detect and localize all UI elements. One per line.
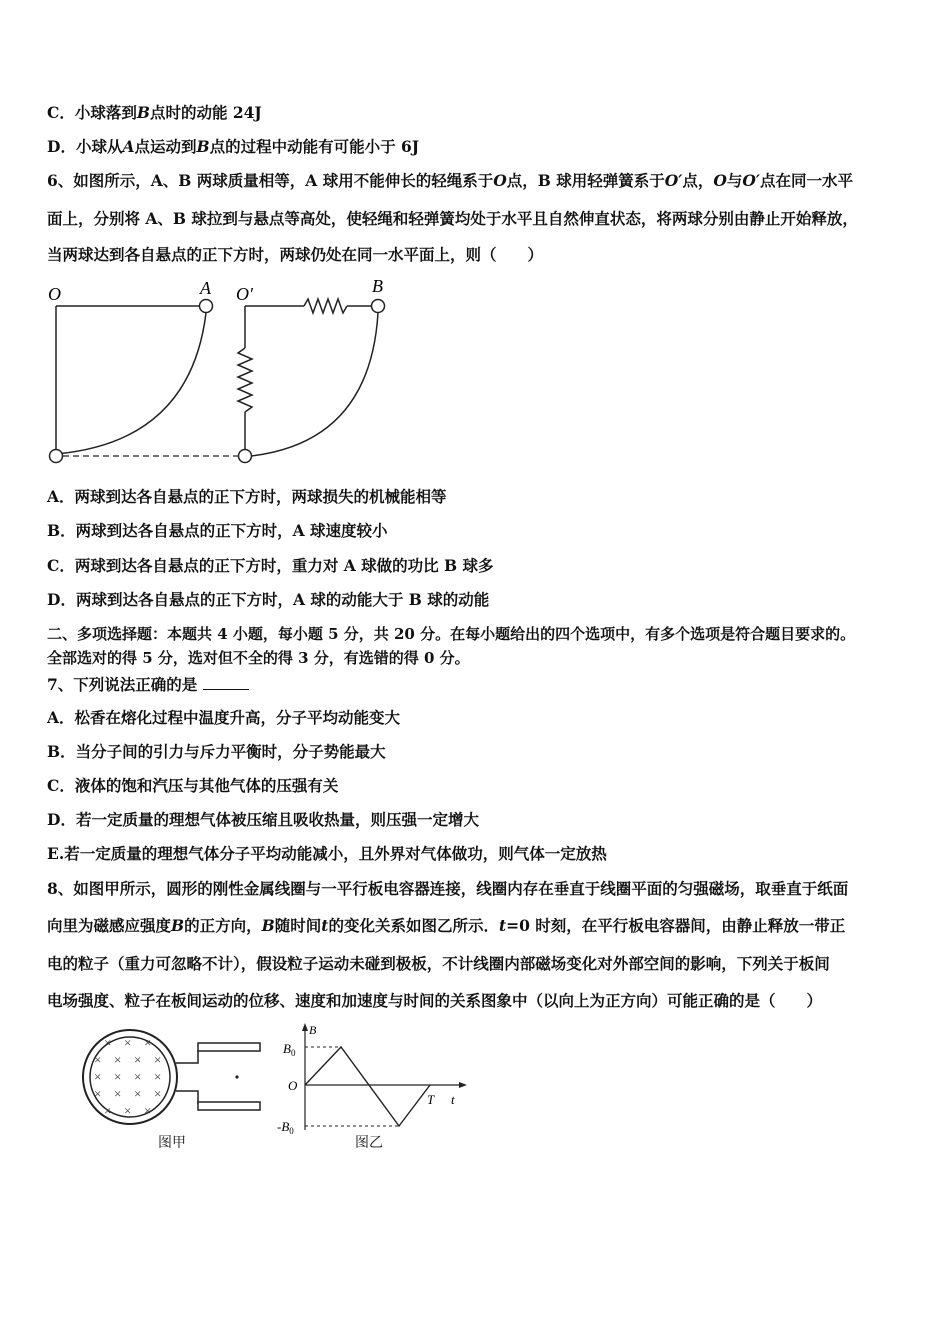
q8-stem-line4: 电场强度、粒子在板间运动的位移、速度和加速度与时间的关系图象中（以向上为正方向）可能正确的是（ ） xyxy=(47,991,823,1010)
field-cross: × xyxy=(134,1069,142,1084)
field-cross: × xyxy=(124,1035,132,1050)
axis-label-t: t xyxy=(451,1092,455,1107)
q6-stem-line1: 6、如图所示，A、B 两球质量相等，A 球用不能伸长的轻绳系于O点，B 球用轻弹簧系于O′点，O与O′点在同一水平 xyxy=(47,171,853,190)
field-cross: × xyxy=(114,1069,122,1084)
q8-stem-line1: 8、如图甲所示，圆形的刚性金属线圈与一平行板电容器连接，线圈内存在垂直于线圈平面的匀强磁场，取垂直于纸面 xyxy=(47,879,849,898)
ball-a-path xyxy=(56,313,206,454)
field-cross: × xyxy=(134,1052,142,1067)
spring-horizontal xyxy=(304,299,347,313)
field-cross: × xyxy=(124,1103,132,1118)
q7-option-e: E.若一定质量的理想气体分子平均动能减小，且外界对气体做功，则气体一定放热 xyxy=(47,844,607,863)
field-cross: × xyxy=(134,1086,142,1101)
field-cross: × xyxy=(94,1069,102,1084)
label-a: A xyxy=(200,278,211,298)
q5-option-d: D．小球从A点运动到B点的过程中动能有可能小于 6J xyxy=(47,137,420,156)
q6-stem-line3: 当两球达到各自悬点的正下方时，两球仍处在同一水平面上，则（ ） xyxy=(47,245,544,264)
label-b: B xyxy=(372,276,383,296)
ball-a-bottom xyxy=(50,450,63,463)
field-cross: × xyxy=(94,1052,102,1067)
q5-option-c: C．小球落到B点时的动能 24J xyxy=(47,103,262,122)
q7-option-b: B．当分子间的引力与斥力平衡时，分子势能最大 xyxy=(47,742,386,761)
tick-t-period: T xyxy=(427,1092,435,1107)
section2-header-line1: 二、多项选择题：本题共 4 小题，每小题 5 分，共 20 分。在每小题给出的四个选项中，有多个选项是符合题目要求的。 xyxy=(47,625,856,643)
field-cross: × xyxy=(104,1035,112,1050)
field-cross: × xyxy=(144,1103,152,1118)
q6-option-b: B．两球到达各自悬点的正下方时，A 球速度较小 xyxy=(47,521,388,540)
q8-stem-line3: 电的粒子（重力可忽略不计），假设粒子运动未碰到极板，不计线圈内部磁场变化对外部空间的影响，下列关于板间 xyxy=(47,954,830,973)
field-cross: × xyxy=(114,1052,122,1067)
q8-figure-jia xyxy=(80,1025,280,1139)
ball-a-start xyxy=(200,300,213,313)
ball-b-start xyxy=(372,300,385,313)
field-cross: × xyxy=(154,1086,162,1101)
capacitor-plate-top xyxy=(198,1043,260,1051)
capacitor-plate-bottom xyxy=(198,1102,260,1110)
answer-blank xyxy=(203,675,249,690)
origin-label: O xyxy=(288,1078,298,1093)
axis-label-b: B xyxy=(309,1023,317,1037)
particle xyxy=(235,1075,238,1078)
q7-stem: 7、下列说法正确的是 xyxy=(47,675,249,695)
field-cross: × xyxy=(94,1086,102,1101)
tick-neg-b0: $-B_0$ xyxy=(277,1119,294,1135)
ball-b-bottom xyxy=(239,450,252,463)
q6-figure xyxy=(40,272,400,476)
tick-b0: $B_0$ xyxy=(283,1041,296,1058)
label-o-prime: O′ xyxy=(236,284,253,304)
label-o: O xyxy=(48,284,61,304)
q8-figure-yi xyxy=(275,1020,470,1139)
spring-vertical xyxy=(238,348,252,412)
b-t-curve xyxy=(305,1047,430,1126)
q8-stem-line2: 向里为磁感应强度B的正方向，B随时间t的变化关系如图乙所示．t=0 时刻，在平行板电容器间，由静止释放一带正 xyxy=(47,916,846,935)
field-cross: × xyxy=(154,1052,162,1067)
q6-option-a: A．两球到达各自悬点的正下方时，两球损失的机械能相等 xyxy=(47,487,447,506)
caption-yi: 图乙 xyxy=(355,1135,383,1151)
q7-option-d: D．若一定质量的理想气体被压缩且吸收热量，则压强一定增大 xyxy=(47,810,479,829)
caption-jia: 图甲 xyxy=(158,1135,186,1151)
field-cross: × xyxy=(104,1103,112,1118)
field-cross: × xyxy=(144,1035,152,1050)
q7-option-a: A．松香在熔化过程中温度升高，分子平均动能变大 xyxy=(47,708,401,727)
q7-option-c: C．液体的饱和汽压与其他气体的压强有关 xyxy=(47,776,339,795)
field-cross: × xyxy=(114,1086,122,1101)
section2-header-line2: 全部选对的得 5 分，选对但不全的得 3 分，有选错的得 0 分。 xyxy=(47,649,470,667)
q6-stem-line2: 面上，分别将 A、B 球拉到与悬点等高处，使轻绳和轻弹簧均处于水平且自然伸直状态，将两球分别由静止开始释放， xyxy=(47,209,858,228)
q6-option-c: C．两球到达各自悬点的正下方时，重力对 A 球做的功比 B 球多 xyxy=(47,556,494,575)
q6-option-d: D．两球到达各自悬点的正下方时，A 球的动能大于 B 球的动能 xyxy=(47,590,490,609)
field-cross: × xyxy=(154,1069,162,1084)
ball-b-path xyxy=(251,313,378,456)
